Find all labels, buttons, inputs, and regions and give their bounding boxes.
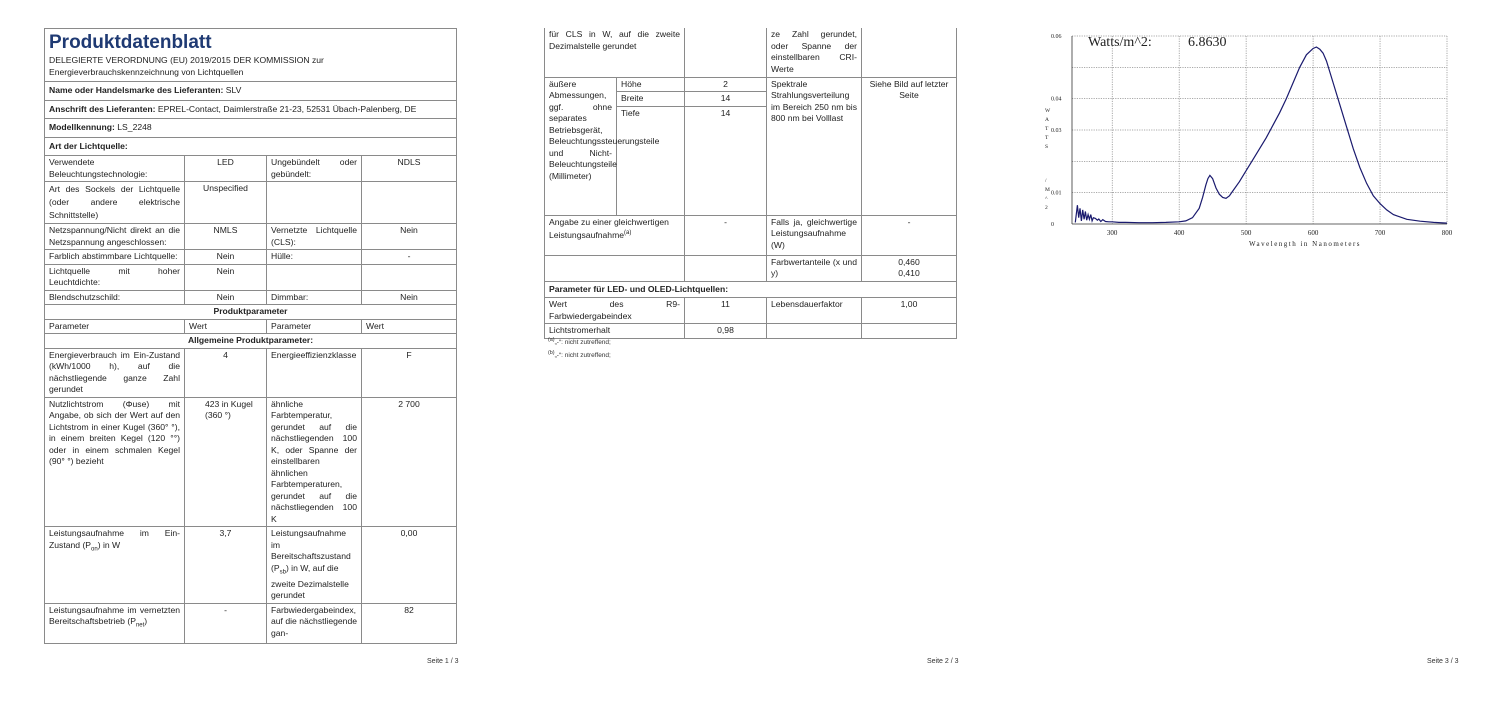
cell-class-value: F: [362, 348, 457, 397]
supplier-row: [45, 82, 457, 101]
cell-psb-label: [267, 527, 362, 604]
footnote-b-text: „-“: nicht zutreffend;: [554, 352, 611, 360]
document-title: Produktdatenblatt: [49, 32, 212, 53]
cell-directional-value: NDLS: [362, 156, 457, 182]
table-row: [45, 397, 457, 527]
y-tick-label: 0: [1051, 222, 1054, 228]
cell-directional-label: Ungebündelt oder gebündelt:: [267, 156, 362, 182]
equiv-label: Angabe zu einer gleichwertigen Leistungsaufnahme: [549, 216, 669, 240]
table-row: [545, 77, 957, 92]
table-row: [45, 527, 457, 604]
cell-technology-label: Verwendete Beleuchtungstechnologie:: [45, 156, 185, 182]
table-row: [545, 255, 957, 281]
cell-cri-label: Farbwiedergabeindex, auf die nächstliegende gan-: [267, 603, 362, 643]
cell-cls-value: Nein: [362, 224, 457, 250]
cell-dim-value: 2: [685, 77, 767, 92]
cell-shield-value: Nein: [185, 290, 267, 305]
params-heading: Produktparameter: [45, 305, 457, 320]
model-row: [45, 119, 457, 138]
cell-life-label: Lebensdauerfaktor: [767, 298, 862, 324]
spectrum-series-line: [1075, 47, 1447, 223]
document-subtitle: DELEGIERTE VERORDNUNG (EU) 2019/2015 DER KOMMISSION zur Energieverbrauchskennzeichnung von Lichtquellen: [49, 55, 324, 77]
chroma-y: 0,410: [898, 268, 920, 278]
general-heading: Allgemeine Produktparameter:: [45, 334, 457, 349]
y-axis-label: W A T T S / M ^ 2: [1045, 108, 1051, 211]
cell-envelope-value: -: [362, 250, 457, 265]
cell-tunable-value: Nein: [185, 250, 267, 265]
chart-grid: [1072, 36, 1447, 224]
table-row: [45, 156, 457, 182]
table-row: [45, 224, 457, 250]
cell-r9-label: Wert des R9-Farbwiedergabeindex: [545, 298, 685, 324]
table-row: [45, 250, 457, 265]
cell-pnet-value: -: [185, 603, 267, 643]
type-heading: Art der Lichtquelle:: [45, 137, 457, 156]
address-row: [45, 100, 457, 119]
psb-sub: sb: [279, 569, 286, 576]
y-tick-label: 0.04: [1051, 96, 1062, 103]
datasheet-table-page-2: [544, 28, 957, 339]
cell-dim-name: Tiefe: [617, 106, 685, 215]
x-tick-label: 400: [1173, 229, 1185, 237]
cell-maint-value: 0,98: [685, 324, 767, 339]
x-tick-label: 700: [1374, 229, 1386, 237]
cell-life-value: 1,00: [862, 298, 957, 324]
cell-spectral-value: Siehe Bild auf letzter Seite: [862, 77, 957, 215]
pon-label-post: ) in W: [97, 539, 121, 550]
y-tick-label: 0.03: [1051, 128, 1062, 134]
cell-flux-label: Nutzlichtstrom (Φuse) mit Angabe, ob sich der Wert auf den Lichtstrom in einer Kugel (360° °), in einem breiten Kegel (120 °°) oder in einem schmalen Kegel (90° °) bezieht: [45, 397, 185, 527]
cell-mains-value: NMLS: [185, 224, 267, 250]
table-row: [45, 348, 457, 397]
cell-empty: [767, 324, 862, 339]
col-header-value: Wert: [362, 319, 457, 334]
cell-empty: [545, 255, 685, 281]
cell-dim-name: Breite: [617, 92, 685, 107]
cell-empty: [362, 264, 457, 290]
equiv-sup: (a): [624, 230, 632, 236]
cell-cap-label: Art des Sockels der Lichtquelle (oder andere elektrische Schnittstelle): [45, 182, 185, 224]
cell-cri-value: 82: [362, 603, 457, 643]
cell-cct-value: 2 700: [362, 397, 457, 527]
cell-spectral-label: Spektrale Strahlungsverteilung im Bereich 250 nm bis 800 nm bei Volllast: [767, 77, 862, 215]
psb-label-post: ) in W, auf die zweite Dezimalstelle gerundet: [271, 562, 349, 601]
cell-dimmable-value: Nein: [362, 290, 457, 305]
cell-tunable-label: Farblich abstimmbare Lichtquelle:: [45, 250, 185, 265]
cell-dim-value: 14: [685, 106, 767, 215]
cell-pon-label: [45, 527, 185, 604]
cell-chroma-label: Farbwertanteile (x und y): [767, 255, 862, 281]
x-tick-label: 600: [1307, 229, 1319, 237]
cell-equiv-power-label: Falls ja, gleichwertige Leistungsaufnahme (W): [767, 215, 862, 255]
footnote-b-mark: (b): [548, 350, 555, 356]
supplier-label: Name oder Handelsmarke des Lieferanten:: [49, 85, 224, 95]
table-row: [45, 182, 457, 224]
cell-dim-value: 14: [685, 92, 767, 107]
cell-equiv-label: [545, 215, 685, 255]
cell-empty: [685, 255, 767, 281]
cell-cap-value: Unspecified: [185, 182, 267, 224]
address-label: Anschrift des Lieferanten:: [49, 103, 156, 114]
pnet-sub: net: [135, 622, 145, 629]
cell-luminance-label: Lichtquelle mit hoher Leuchtdichte:: [45, 264, 185, 290]
spectral-chart: [1043, 24, 1457, 254]
cell-empty: [362, 182, 457, 224]
cell-empty: [267, 264, 362, 290]
pon-sub: on: [91, 546, 98, 553]
supplier-value: SLV: [225, 85, 242, 95]
chart-ticks: [1051, 34, 1453, 237]
page-number: Seite 2 / 3: [927, 658, 959, 665]
cell-flux-value: 423 in Kugel (360 °): [185, 397, 267, 527]
y-tick-label: 0.06: [1051, 34, 1062, 40]
cell-luminance-value: Nein: [185, 264, 267, 290]
cell-r9-value: 11: [685, 298, 767, 324]
cell-equiv-value: -: [685, 215, 767, 255]
page-2: [500, 0, 980, 707]
cell-empty: [862, 324, 957, 339]
footnote-a: [548, 337, 611, 346]
cell-empty: [685, 28, 767, 77]
cell-cont-right: ze Zahl gerundet, oder Spanne der einstellbaren CRI-Werte: [767, 28, 862, 77]
table-row: [45, 264, 457, 290]
model-label: Modellkennung:: [49, 122, 115, 132]
psb-label-pre: Leistungsaufnahme im Bereitschaftszustand (P: [271, 528, 351, 573]
footnote-a-text: „-“: nicht zutreffend;: [554, 339, 611, 347]
model-value: LS_2248: [117, 122, 152, 132]
cell-dims-label: äußere Abmessungen, ggf. ohne separates Betriebsgerät, Beleuchtungssteuerungsteile und Nicht-Beleuchtungsteile (Millimeter): [545, 77, 617, 215]
page-1: [0, 0, 480, 707]
table-row: [545, 324, 957, 339]
cell-pon-value: 3,7: [185, 527, 267, 604]
table-row: [545, 298, 957, 324]
cell-technology-value: LED: [185, 156, 267, 182]
cell-cct-label: ähnliche Farbtemperatur, gerundet auf die nächstliegenden 100 K, oder Spanne der einstellbaren ähnlichen Farbtemperaturen, gerundet auf die nächstliegenden 100 K: [267, 397, 362, 527]
x-tick-label: 500: [1240, 229, 1252, 237]
cell-dim-name: Höhe: [617, 77, 685, 92]
led-heading: Parameter für LED- und OLED-Lichtquellen:: [545, 281, 957, 298]
chart-title: Watts/m^2:: [1088, 35, 1152, 50]
page-number: Seite 1 / 3: [427, 658, 459, 665]
column-header-row: [45, 319, 457, 334]
cell-cls-label: Vernetzte Lichtquelle (CLS):: [267, 224, 362, 250]
page-number: Seite 3 / 3: [1427, 658, 1459, 665]
cell-cont-left: für CLS in W, auf die zweite Dezimalstelle gerundet: [545, 28, 685, 77]
table-row: [545, 28, 957, 77]
cell-envelope-label: Hülle:: [267, 250, 362, 265]
col-header-parameter: Parameter: [267, 319, 362, 334]
footnote-a-mark: (a): [548, 337, 555, 343]
header-cell: [45, 29, 457, 82]
cell-energy-value: 4: [185, 348, 267, 397]
cell-pnet-label: [45, 603, 185, 643]
x-axis-label: Wavelength in Nanometers: [1248, 240, 1362, 248]
spectral-chart-svg: [1043, 24, 1457, 254]
cell-dimmable-label: Dimmbar:: [267, 290, 362, 305]
x-tick-label: 800: [1441, 229, 1453, 237]
x-tick-label: 300: [1106, 229, 1118, 237]
table-row: [545, 215, 957, 255]
footnote-b: [548, 350, 611, 359]
cell-shield-label: Blendschutzschild:: [45, 290, 185, 305]
col-header-parameter: Parameter: [45, 319, 185, 334]
chroma-x: 0,460: [898, 256, 920, 267]
cell-psb-value: 0,00: [362, 527, 457, 604]
pnet-label-post: ): [144, 616, 148, 627]
cell-mains-label: Netzspannung/Nicht direkt an die Netzspannung angeschlossen:: [45, 224, 185, 250]
chart-title-value: 6.8630: [1188, 35, 1227, 50]
table-row: [45, 290, 457, 305]
datasheet-table-page-1: [44, 28, 457, 644]
cell-maint-label: Lichtstromerhalt: [545, 324, 685, 339]
pnet-label-pre: Leistungsaufnahme im vernetzten Bereitschaftsbetrieb (P: [49, 604, 180, 627]
cell-energy-label: Energieverbrauch im Ein-Zustand (kWh/1000 h), auf die nächstliegende ganze Zahl gerundet: [45, 348, 185, 397]
cell-equiv-power-value: -: [862, 215, 957, 255]
col-header-value: Wert: [185, 319, 267, 334]
table-row: [45, 603, 457, 643]
cell-empty: [862, 28, 957, 77]
cell-chroma-value: [862, 255, 957, 281]
y-tick-label: 0.01: [1051, 190, 1062, 197]
cell-empty: [267, 182, 362, 224]
cell-class-label: Energieeffizienzklasse: [267, 348, 362, 397]
address-value: EPREL-Contact, Daimlerstraße 21-23, 52531 Übach-Palenberg, DE: [157, 103, 417, 114]
pon-label-pre: Leistungsaufnahme im Ein-Zustand (P: [49, 528, 180, 550]
